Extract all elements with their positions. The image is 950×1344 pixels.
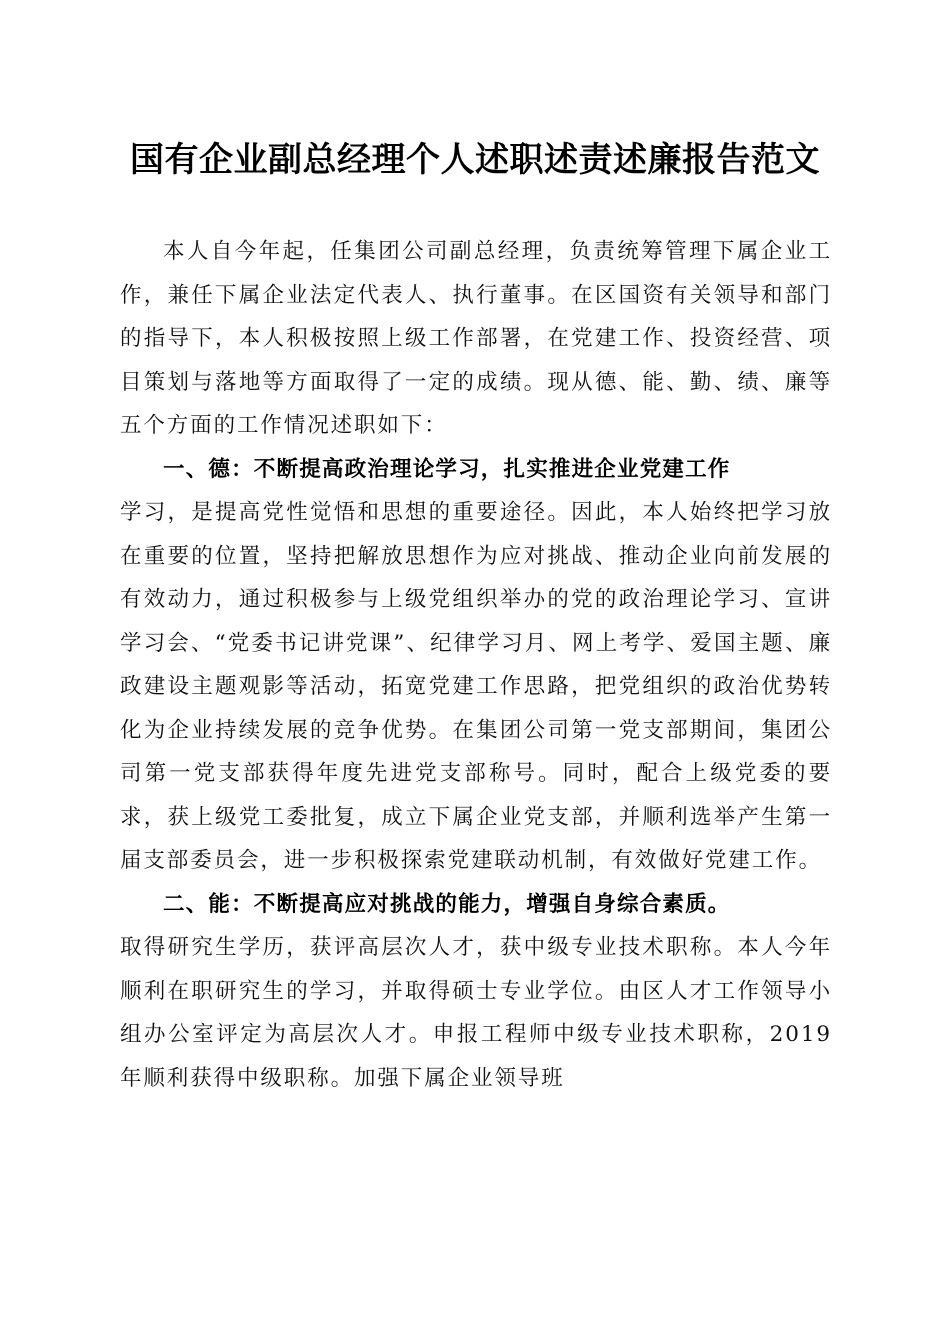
document-title: 国有企业副总经理个人述职述责述廉报告范文 xyxy=(130,140,820,180)
intro-paragraph: 本人自今年起，任集团公司副总经理，负责统筹管理下属企业工作，兼任下属企业法定代表人、执行董事。在区国资有关领导和部门的指导下，本人积极按照上级工作部署，在党建工作、投资经营、项目策划与落地等方面取得了一定的成绩。现从德、能、勤、绩、廉等五个方面的工作情况述职如下： xyxy=(120,239,832,438)
section-heading-neng: 二、能：不断提高应对挑战的能力，增强自身综合素质。 xyxy=(163,891,731,917)
section-heading-de: 一、德：不断提高政治理论学习，扎实推进企业党建工作 xyxy=(163,456,731,482)
section-paragraph-de: 学习，是提高党性觉悟和思想的重要途径。因此，本人始终把学习放在重要的位置，坚持把解放思想作为应对挑战、推动企业向前发展的有效动力，通过积极参与上级党组织举办的党的政治理论学习、宣讲学习会、“党委书记讲党课”、纪律学习月、网上考学、爱国主题、廉政建设主题观影等活动，拓宽党建工作思路，把党组织的政治优势转化为企业持续发展的竞争优势。在集团公司第一党支部期间，集团公司第一党支部获得年度先进党支部称号。同时，配合上级党委的要求，获上级党工委批复，成立下属企业党支部，并顺利选举产生第一届支部委员会，进一步积极探索党建联动机制，有效做好党建工作。 xyxy=(120,500,832,873)
section-paragraph-neng: 取得研究生学历，获评高层次人才，获中级专业技术职称。本人今年顺利在职研究生的学习，并取得硕士专业学位。由区人才工作领导小组办公室评定为高层次人才。申报工程师中级专业技术职称，2019年顺利获得中级职称。加强下属企业领导班 xyxy=(120,935,832,1091)
document-body xyxy=(120,230,832,1100)
